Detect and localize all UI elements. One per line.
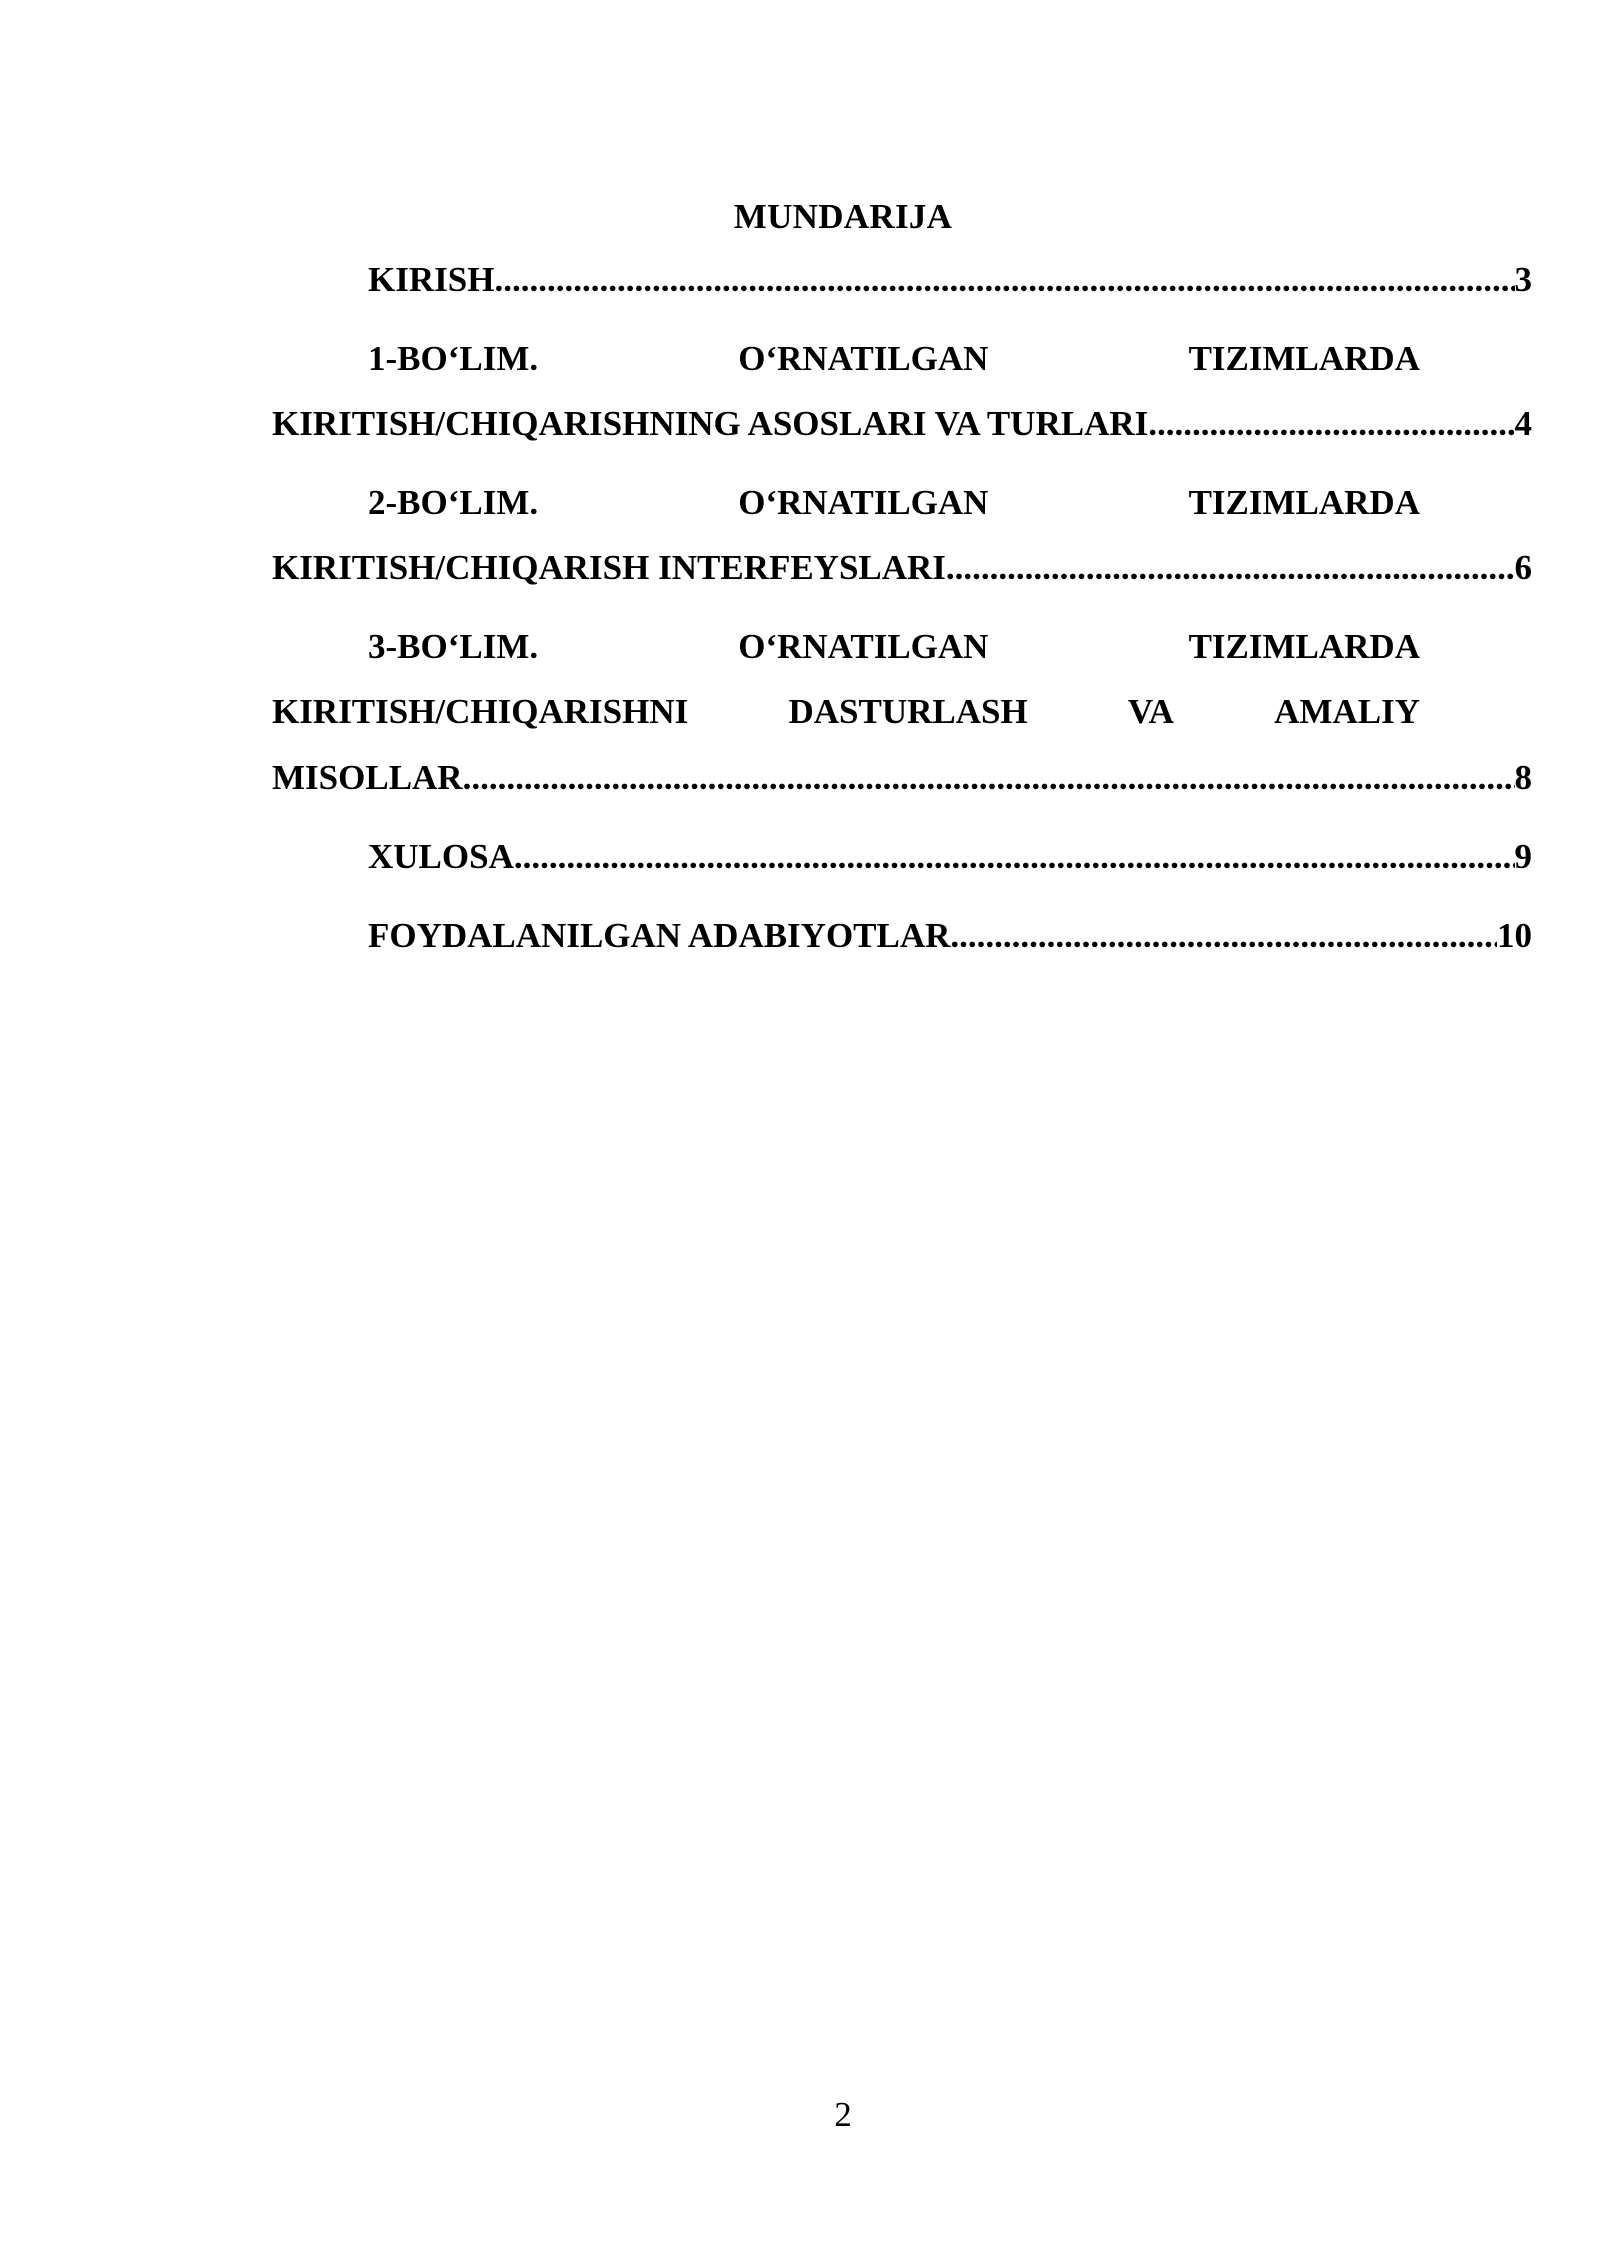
toc-entry-section3-line3[interactable] (272, 753, 1532, 803)
toc-entry-title: FOYDALANILGAN ADABIYOTLAR (368, 916, 951, 955)
toc-entry-title: MISOLLAR (272, 758, 463, 797)
toc-word: O‘RNATILGAN (738, 627, 989, 666)
toc-entry-section1-line1[interactable] (272, 334, 1420, 384)
toc-word: VA (1127, 692, 1174, 731)
toc-entry-kirish[interactable] (272, 255, 1532, 305)
toc-page-number: 8 (1514, 758, 1532, 797)
toc-heading: MUNDARIJA (733, 197, 953, 236)
toc-word: 3-BO‘LIM. (368, 627, 539, 666)
toc-leader-dots (1148, 399, 1514, 449)
toc-word: TIZIMLARDA (1188, 627, 1420, 666)
toc-entry-title: XULOSA (368, 837, 514, 876)
toc-entry-title: KIRITISH/CHIQARISH INTERFEYSLARI (272, 548, 946, 587)
toc-page-number: 3 (1514, 260, 1532, 299)
toc-entry-section2-line2[interactable] (272, 543, 1532, 593)
toc-page-number: 10 (1497, 916, 1532, 955)
toc-entry-section3-line1[interactable] (272, 622, 1420, 672)
toc-page-number: 6 (1514, 548, 1532, 587)
page-number: 2 (834, 2095, 852, 2134)
toc-entry-adabiyotlar[interactable] (272, 911, 1532, 961)
toc-word: O‘RNATILGAN (738, 339, 989, 378)
toc-entry-section1-line2[interactable] (272, 399, 1532, 449)
toc-leader-dots (950, 911, 1497, 961)
toc-entry-section2-line1[interactable] (272, 478, 1420, 528)
toc-word: 1-BO‘LIM. (368, 339, 539, 378)
toc-word: TIZIMLARDA (1188, 339, 1420, 378)
toc-leader-dots (494, 255, 1514, 305)
toc-entry-title: KIRITISH/CHIQARISHNING ASOSLARI VA TURLARI (272, 404, 1149, 443)
toc-word: 2-BO‘LIM. (368, 483, 539, 522)
toc-leader-dots (463, 753, 1515, 803)
toc-entry-xulosa[interactable] (272, 832, 1532, 882)
toc-word: O‘RNATILGAN (738, 483, 989, 522)
toc-word: KIRITISH/CHIQARISHNI (272, 692, 689, 731)
toc-word: TIZIMLARDA (1188, 483, 1420, 522)
toc-page-number: 9 (1514, 837, 1532, 876)
toc-leader-dots (514, 832, 1515, 882)
toc-entry-title: KIRISH (368, 260, 495, 299)
toc-page-number: 4 (1514, 404, 1532, 443)
toc-entry-section3-line2[interactable] (272, 687, 1420, 737)
toc-word: AMALIY (1274, 692, 1420, 731)
toc-leader-dots (946, 543, 1515, 593)
toc-word: DASTURLASH (788, 692, 1028, 731)
